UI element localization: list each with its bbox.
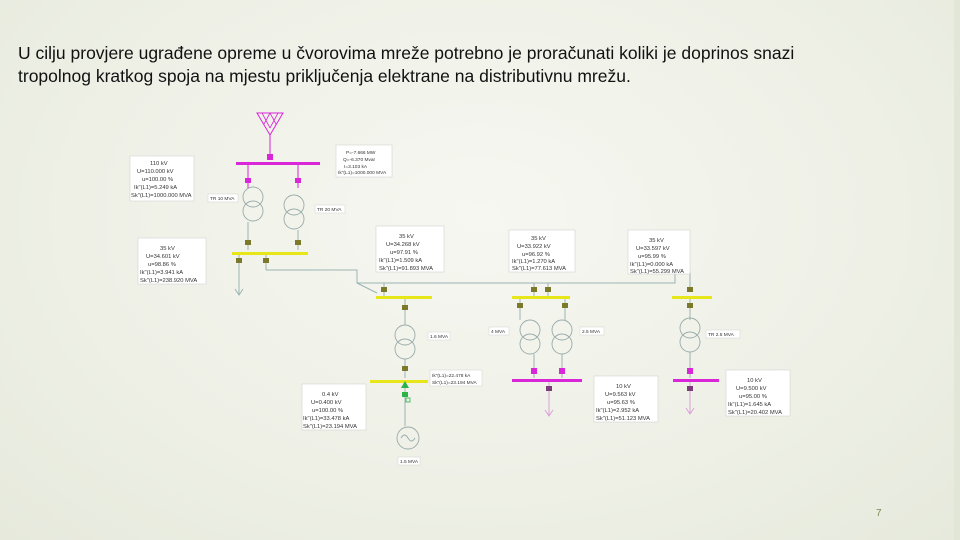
generator-fault-panel [430, 370, 482, 386]
node-10-mid-line-5: Sk"(L1)=51.123 MVA [596, 416, 650, 422]
transformer-110-35-left-icon [243, 165, 263, 250]
node-35-mid2-line-1: 35 kV [531, 236, 546, 242]
node-35-mid1-line-1: 35 kV [399, 234, 414, 240]
gen-fault-line-2: Sk"(L1)=23.194 MVA [432, 381, 477, 386]
node-10kv-mid-panel [594, 376, 658, 422]
tr-1-6-label [428, 332, 450, 340]
node-110kv-line-4: Ik"(L1)=5.249 kA [134, 185, 178, 191]
feeders-10kv-mid-icon [545, 382, 553, 416]
node-35-mid2-line-3: u=96.92 % [522, 252, 550, 258]
node-04-line-3: u=100.00 % [312, 408, 344, 414]
busbar-35kv-right [672, 296, 712, 299]
node-10-right-line-4: Ik"(L1)=1.645 kA [728, 402, 772, 408]
node-35-mid1-line-2: U=34.268 kV [386, 242, 420, 248]
node-10-mid-line-1: 10 kV [616, 384, 631, 390]
tr-20-label [315, 205, 345, 213]
node-10-mid-line-2: U=9.563 kV [605, 392, 636, 398]
tr-2-5-right-text: TR 2.5 MVA [708, 333, 734, 338]
grid-info-line-1: P=-7.666 MW [346, 151, 376, 156]
tr-4-text: 4 MVA [491, 330, 506, 335]
node-35-left-line-1: 35 kV [160, 246, 175, 252]
node-110kv-line-2: U=110.000 kV [137, 169, 174, 175]
node-04-line-5: Sk"(L1)=23.194 MVA [303, 424, 357, 430]
feeder-10kv-right-icon [686, 382, 694, 414]
busbar-35kv-main [232, 252, 308, 255]
grid-info-line-3: I=3.103 kA [344, 165, 368, 170]
node-35-right-line-3: u=95.99 % [638, 254, 666, 260]
busbar-0-4kv [370, 380, 428, 383]
node-110kv-line-3: u=100.00 % [142, 177, 174, 183]
node-35-left-line-4: Ik"(L1)=3.941 kA [140, 270, 184, 276]
node-35-mid2-line-4: Ik"(L1)=1.270 kA [512, 259, 556, 265]
node-35-right-line-5: Sk"(L1)=55.299 MVA [630, 269, 684, 275]
busbar-35kv-mid-1 [376, 296, 432, 299]
busbar-35kv-mid-2 [512, 296, 570, 299]
node-110kv-line-1: 110 kV [150, 161, 168, 167]
tr-4-label [489, 327, 509, 335]
node-35kv-mid2-panel [509, 230, 575, 272]
node-04-line-2: U=0.400 kV [311, 400, 342, 406]
node-10-right-line-1: 10 kV [747, 378, 762, 384]
transformer-right-icon [680, 287, 700, 378]
node-10-right-line-5: Sk"(L1)=20.402 MVA [728, 410, 782, 416]
tr-2-5-right-label [706, 330, 740, 338]
generator-feeder-icon [397, 381, 419, 449]
tr-2-5-label [580, 327, 604, 335]
grid-info-line-4: Ik"(L1)=1000.000 MVA [338, 171, 387, 176]
grid-info-line-2: Q=-6.370 Mvar [343, 158, 376, 163]
node-0-4kv-panel [302, 384, 366, 430]
node-10-right-line-3: u=95.00 % [739, 394, 767, 400]
tr-10-label [208, 194, 238, 202]
line-35kv-route [263, 255, 690, 293]
node-10-right-line-2: U=9.500 kV [736, 386, 767, 392]
node-35-right-line-1: 35 kV [649, 238, 664, 244]
gen-fault-line-1: Ik"(L1)=22.478 kA [432, 374, 471, 379]
node-35-right-line-4: Ik"(L1)=0.000 kA [630, 262, 674, 268]
node-110kv-line-5: Sk"(L1)=1000.000 MVA [131, 193, 192, 199]
node-04-line-1: 0.4 kV [322, 392, 339, 398]
feeder-down-left-icon [235, 255, 243, 295]
node-35kv-right-panel [628, 230, 690, 275]
transformer-110-35-right-icon [284, 165, 304, 250]
node-35-right-line-2: U=33.597 kV [636, 246, 670, 252]
node-35kv-left-panel [138, 238, 206, 284]
node-10-mid-line-3: u=95.63 % [607, 400, 635, 406]
node-35-mid2-line-2: U=33.922 kV [517, 244, 551, 250]
generator-label [398, 457, 420, 465]
tr-20-text: TR 20 MVA [317, 208, 342, 213]
node-10kv-right-panel [726, 370, 790, 416]
busbar-10kv-mid [512, 379, 582, 382]
tr-1-6-text: 1.6 MVA [430, 335, 449, 340]
external-grid-icon [257, 113, 283, 160]
generator-label-text: 1.5 MVA [400, 460, 419, 465]
node-35kv-mid1-panel [376, 226, 444, 272]
node-35-mid2-line-5: Sk"(L1)=77.613 MVA [512, 266, 566, 272]
node-35-left-line-3: u=98.86 % [148, 262, 176, 268]
busbar-10kv-right [673, 379, 719, 382]
node-10-mid-line-4: Ik"(L1)=2.952 kA [596, 408, 640, 414]
node-35-left-line-5: Sk"(L1)=238.920 MVA [140, 278, 198, 284]
node-35-mid1-line-3: u=97.91 % [390, 250, 418, 256]
page-number: 7 [876, 508, 882, 519]
node-35-left-line-2: U=34.601 kV [146, 254, 180, 260]
node-04-line-4: Ik"(L1)=33.478 kA [303, 416, 350, 422]
slide-text-line-1: U cilju provjere ugrađene opreme u čvorovima mreže potrebno je proračunati koliki je doprinos snazi [18, 43, 795, 63]
node-35-mid1-line-5: Sk"(L1)=91.893 MVA [379, 266, 433, 272]
busbar-110kv [236, 162, 320, 165]
slide-text-line-2: tropolnog kratkog spoja na mjestu priključenja elektrane na distributivnu mrežu. [18, 66, 631, 86]
node-35-mid1-line-4: Ik"(L1)=1.509 kA [379, 258, 423, 264]
node-110kv-panel [130, 156, 194, 201]
grid-info-panel [336, 145, 392, 177]
tr-10-text: TR 10 MVA [210, 197, 235, 202]
tr-2-5-text: 2.5 MVA [582, 330, 601, 335]
